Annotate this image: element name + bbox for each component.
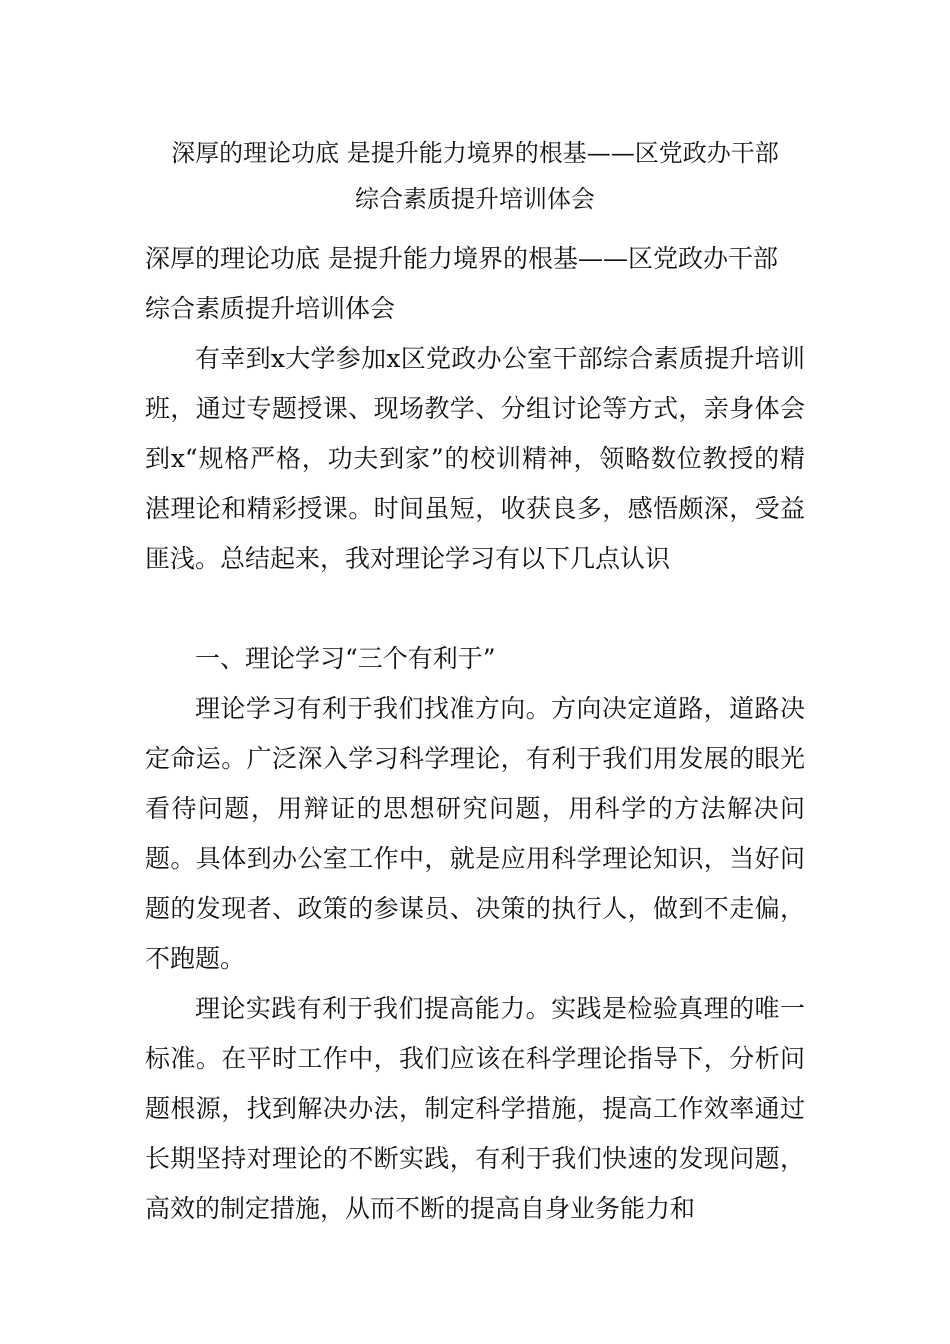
document-title — [100, 130, 850, 222]
intro-paragraph: 有幸到x大学参加x区党政办公室干部综合素质提升培训班，通过专题授课、现场教学、分组讨论等方式，亲身体会到x“规格严格，功夫到家”的校训精神，领略数位教授的精湛理论和精彩授课。时间虽短，收获良多，感悟颇深，受益匪浅。总结起来，我对理论学习有以下几点认识 — [145, 344, 805, 573]
subtitle-line-1: 深厚的理论功底 是提升能力境界的根基——区党政办干部 — [145, 244, 778, 273]
subtitle-line-2: 综合素质提升培训体会 — [145, 294, 396, 323]
body-paragraph-2: 理论实践有利于我们提高能力。实践是检验真理的唯一标准。在平时工作中，我们应该在科学理论指导下，分析问题根源，找到解决办法，制定科学措施，提高工作效率通过长期坚持对理论的不断实践，有利于我们快速的发现问题，高效的制定措施，从而不断的提高自身业务能力和 — [145, 994, 805, 1223]
document-body — [145, 234, 805, 1234]
title-line-1: 深厚的理论功底 是提升能力境界的根基——区党政办干部 — [171, 139, 779, 167]
body-paragraph-1: 理论学习有利于我们找准方向。方向决定道路，道路决定命运。广泛深入学习科学理论，有利于我们用发展的眼光看待问题，用辩证的思想研究问题，用科学的方法解决问题。具体到办公室工作中，就是应用科学理论知识，当好问题的发现者、政策的参谋员、决策的执行人，做到不走偏，不跑题。 — [145, 694, 805, 973]
paragraph-spacer — [145, 584, 805, 634]
section-heading: 一、理论学习“三个有利于” — [195, 644, 496, 673]
subtitle — [145, 234, 805, 334]
title-line-2: 综合素质提升培训体会 — [355, 185, 595, 213]
